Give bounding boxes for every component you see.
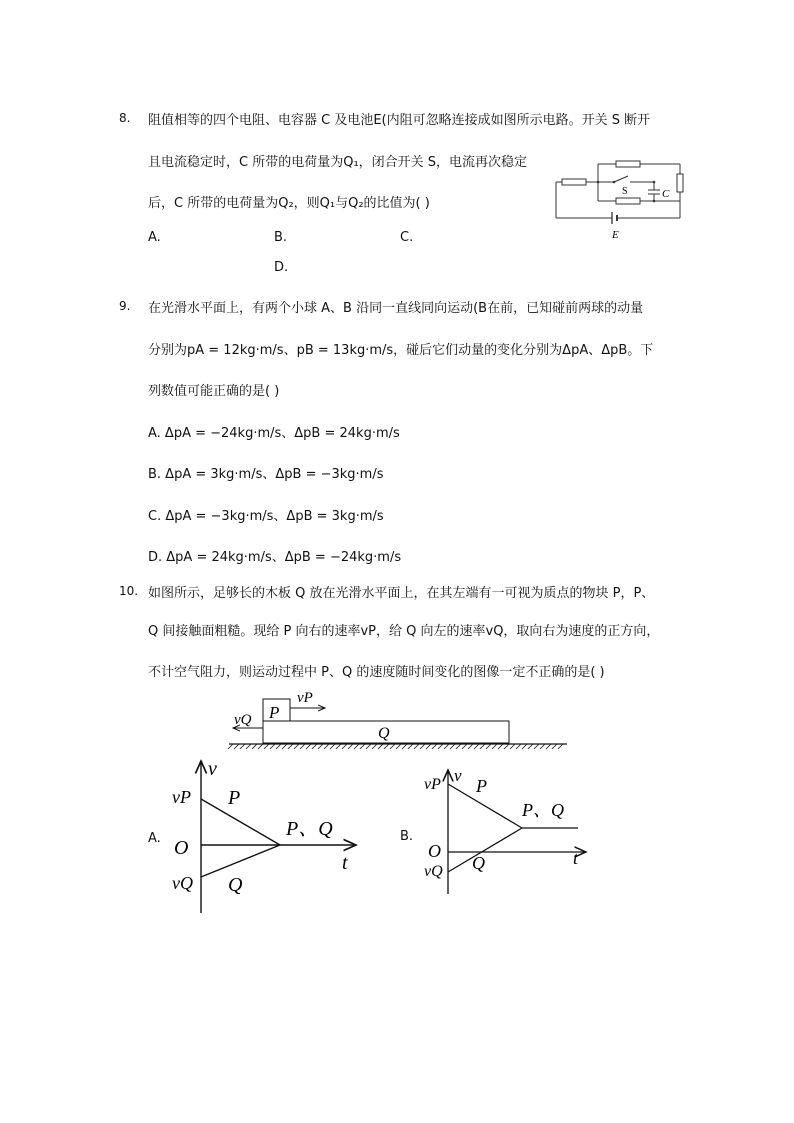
hatch-stroke — [498, 744, 503, 749]
hatch-stroke — [348, 744, 353, 749]
q10-line1: 如图所示，足够长的木板 Q 放在光滑水平面上，在其左端有一可视为质点的物块 P，P、 — [148, 586, 655, 601]
graph-a-p-line — [201, 799, 280, 845]
q8-line2: 且电流稳定时，C 所带的电荷量为Q₁，闭合开关 S，电流再次稳定 — [148, 155, 528, 170]
q8-option-a[interactable]: A. — [148, 230, 161, 245]
hatch-stroke — [288, 744, 293, 749]
switch-blade — [614, 176, 628, 182]
hatch-stroke — [258, 744, 263, 749]
hatch-stroke — [522, 744, 527, 749]
graph-a-pq-label: P、Q — [286, 818, 333, 840]
ground-hatch — [228, 744, 563, 749]
graph-b-vq-label: vQ — [424, 863, 443, 880]
hatch-stroke — [360, 744, 365, 749]
hatch-stroke — [486, 744, 491, 749]
graph-b-q-label: Q — [472, 853, 485, 873]
q8-circuit-diagram — [550, 152, 690, 242]
graph-b-o-label: O — [428, 841, 441, 861]
hatch-stroke — [462, 744, 467, 749]
hatch-stroke — [552, 744, 557, 749]
hatch-stroke — [366, 744, 371, 749]
resistor-2 — [616, 161, 640, 167]
hatch-stroke — [354, 744, 359, 749]
hatch-stroke — [282, 744, 287, 749]
hatch-stroke — [390, 744, 395, 749]
graph-b-option[interactable]: B. — [400, 829, 414, 844]
hatch-stroke — [414, 744, 419, 749]
q8-option-d[interactable]: D. — [274, 260, 289, 275]
hatch-stroke — [450, 744, 455, 749]
hatch-stroke — [378, 744, 383, 749]
hatch-stroke — [324, 744, 329, 749]
graph-b-p-label: P — [476, 776, 487, 796]
hatch-stroke — [510, 744, 515, 749]
board-label: Q — [378, 725, 390, 742]
graph-b-q-line — [448, 828, 522, 872]
hatch-stroke — [534, 744, 539, 749]
hatch-stroke — [336, 744, 341, 749]
hatch-stroke — [342, 744, 347, 749]
graph-a — [168, 755, 368, 915]
hatch-stroke — [474, 744, 479, 749]
q10-line3: 不计空气阻力，则运动过程中 P、Q 的速度随时间变化的图像一定不正确的是( ) — [148, 665, 605, 680]
hatch-stroke — [432, 744, 437, 749]
resistor-1 — [562, 179, 586, 185]
q8-number: 8. — [119, 111, 131, 125]
hatch-stroke — [294, 744, 299, 749]
q9-line1: 在光滑水平面上，有两个小球 A、B 沿同一直线同向运动(B在前，已知碰前两球的动量 — [148, 301, 644, 316]
q8-line1: 阻值相等的四个电阻、电容器 C 及电池E(内阻可忽略连接成如图所示电路。开关 S 断开 — [148, 113, 651, 128]
q8-option-c[interactable]: C. — [400, 230, 414, 245]
hatch-stroke — [546, 744, 551, 749]
resistor-4 — [677, 174, 683, 192]
graph-a-vq-label: vQ — [172, 873, 193, 893]
q9-option-c[interactable]: C. ΔpA = −3kg·m/s、ΔpB = 3kg·m/s — [148, 509, 384, 524]
hatch-stroke — [492, 744, 497, 749]
hatch-stroke — [408, 744, 413, 749]
graph-b — [420, 766, 595, 896]
hatch-stroke — [330, 744, 335, 749]
vq-label: vQ — [234, 712, 252, 728]
q10-line2: Q 间接触面粗糙。现给 P 向右的速率vP，给 Q 向左的速率vQ，取向右为速度的正方向， — [148, 624, 660, 639]
graph-a-q-label: Q — [228, 874, 243, 896]
graph-b-vp-label: vP — [424, 776, 441, 793]
hatch-stroke — [444, 744, 449, 749]
q9-option-d[interactable]: D. ΔpA = 24kg·m/s、ΔpB = −24kg·m/s — [148, 550, 402, 565]
hatch-stroke — [504, 744, 509, 749]
graph-a-p-label: P — [228, 787, 241, 809]
q9-number: 9. — [119, 299, 131, 313]
hatch-stroke — [516, 744, 521, 749]
hatch-stroke — [240, 744, 245, 749]
graph-b-t-label: t — [573, 848, 579, 868]
hatch-stroke — [300, 744, 305, 749]
graph-b-pq-label: P、Q — [522, 800, 564, 820]
hatch-stroke — [528, 744, 533, 749]
hatch-stroke — [384, 744, 389, 749]
q9-line2: 分别为pA = 12kg·m/s、pB = 13kg·m/s，碰后它们动量的变化分别为ΔpA、ΔpB。下 — [148, 343, 654, 358]
q10-number: 10. — [119, 584, 139, 598]
vp-label: vP — [297, 690, 313, 706]
hatch-stroke — [396, 744, 401, 749]
graph-a-vp-label: vP — [172, 787, 191, 807]
q8-line3: 后，C 所带的电荷量为Q₂，则Q₁与Q₂的比值为( ) — [148, 196, 430, 211]
hatch-stroke — [252, 744, 257, 749]
q10-board-figure — [225, 690, 575, 750]
hatch-stroke — [270, 744, 275, 749]
hatch-stroke — [402, 744, 407, 749]
hatch-stroke — [276, 744, 281, 749]
q9-option-a[interactable]: A. ΔpA = −24kg·m/s、ΔpB = 24kg·m/s — [148, 426, 400, 441]
hatch-stroke — [480, 744, 485, 749]
hatch-stroke — [312, 744, 317, 749]
capacitor-label: C — [662, 188, 670, 200]
graph-a-q-line — [201, 845, 280, 877]
hatch-stroke — [372, 744, 377, 749]
hatch-stroke — [558, 744, 563, 749]
q9-option-b[interactable]: B. ΔpA = 3kg·m/s、ΔpB = −3kg·m/s — [148, 467, 384, 482]
battery-label: E — [612, 229, 619, 241]
graph-a-t-label: t — [342, 852, 348, 874]
hatch-stroke — [456, 744, 461, 749]
switch-label: S — [622, 186, 628, 197]
block-label: P — [269, 703, 280, 722]
hatch-stroke — [318, 744, 323, 749]
resistor-3 — [616, 198, 640, 204]
hatch-stroke — [438, 744, 443, 749]
q9-line3: 列数值可能正确的是( ) — [148, 384, 280, 399]
graph-b-v-label: v — [454, 766, 462, 785]
hatch-stroke — [228, 744, 233, 749]
graph-a-v-label: v — [208, 758, 217, 780]
hatch-stroke — [306, 744, 311, 749]
hatch-stroke — [468, 744, 473, 749]
hatch-stroke — [264, 744, 269, 749]
hatch-stroke — [420, 744, 425, 749]
hatch-stroke — [426, 744, 431, 749]
graph-a-option[interactable]: A. — [148, 831, 161, 846]
hatch-stroke — [540, 744, 545, 749]
graph-a-o-label: O — [174, 837, 189, 859]
hatch-stroke — [234, 744, 239, 749]
hatch-stroke — [246, 744, 251, 749]
q8-option-b[interactable]: B. — [274, 230, 288, 245]
